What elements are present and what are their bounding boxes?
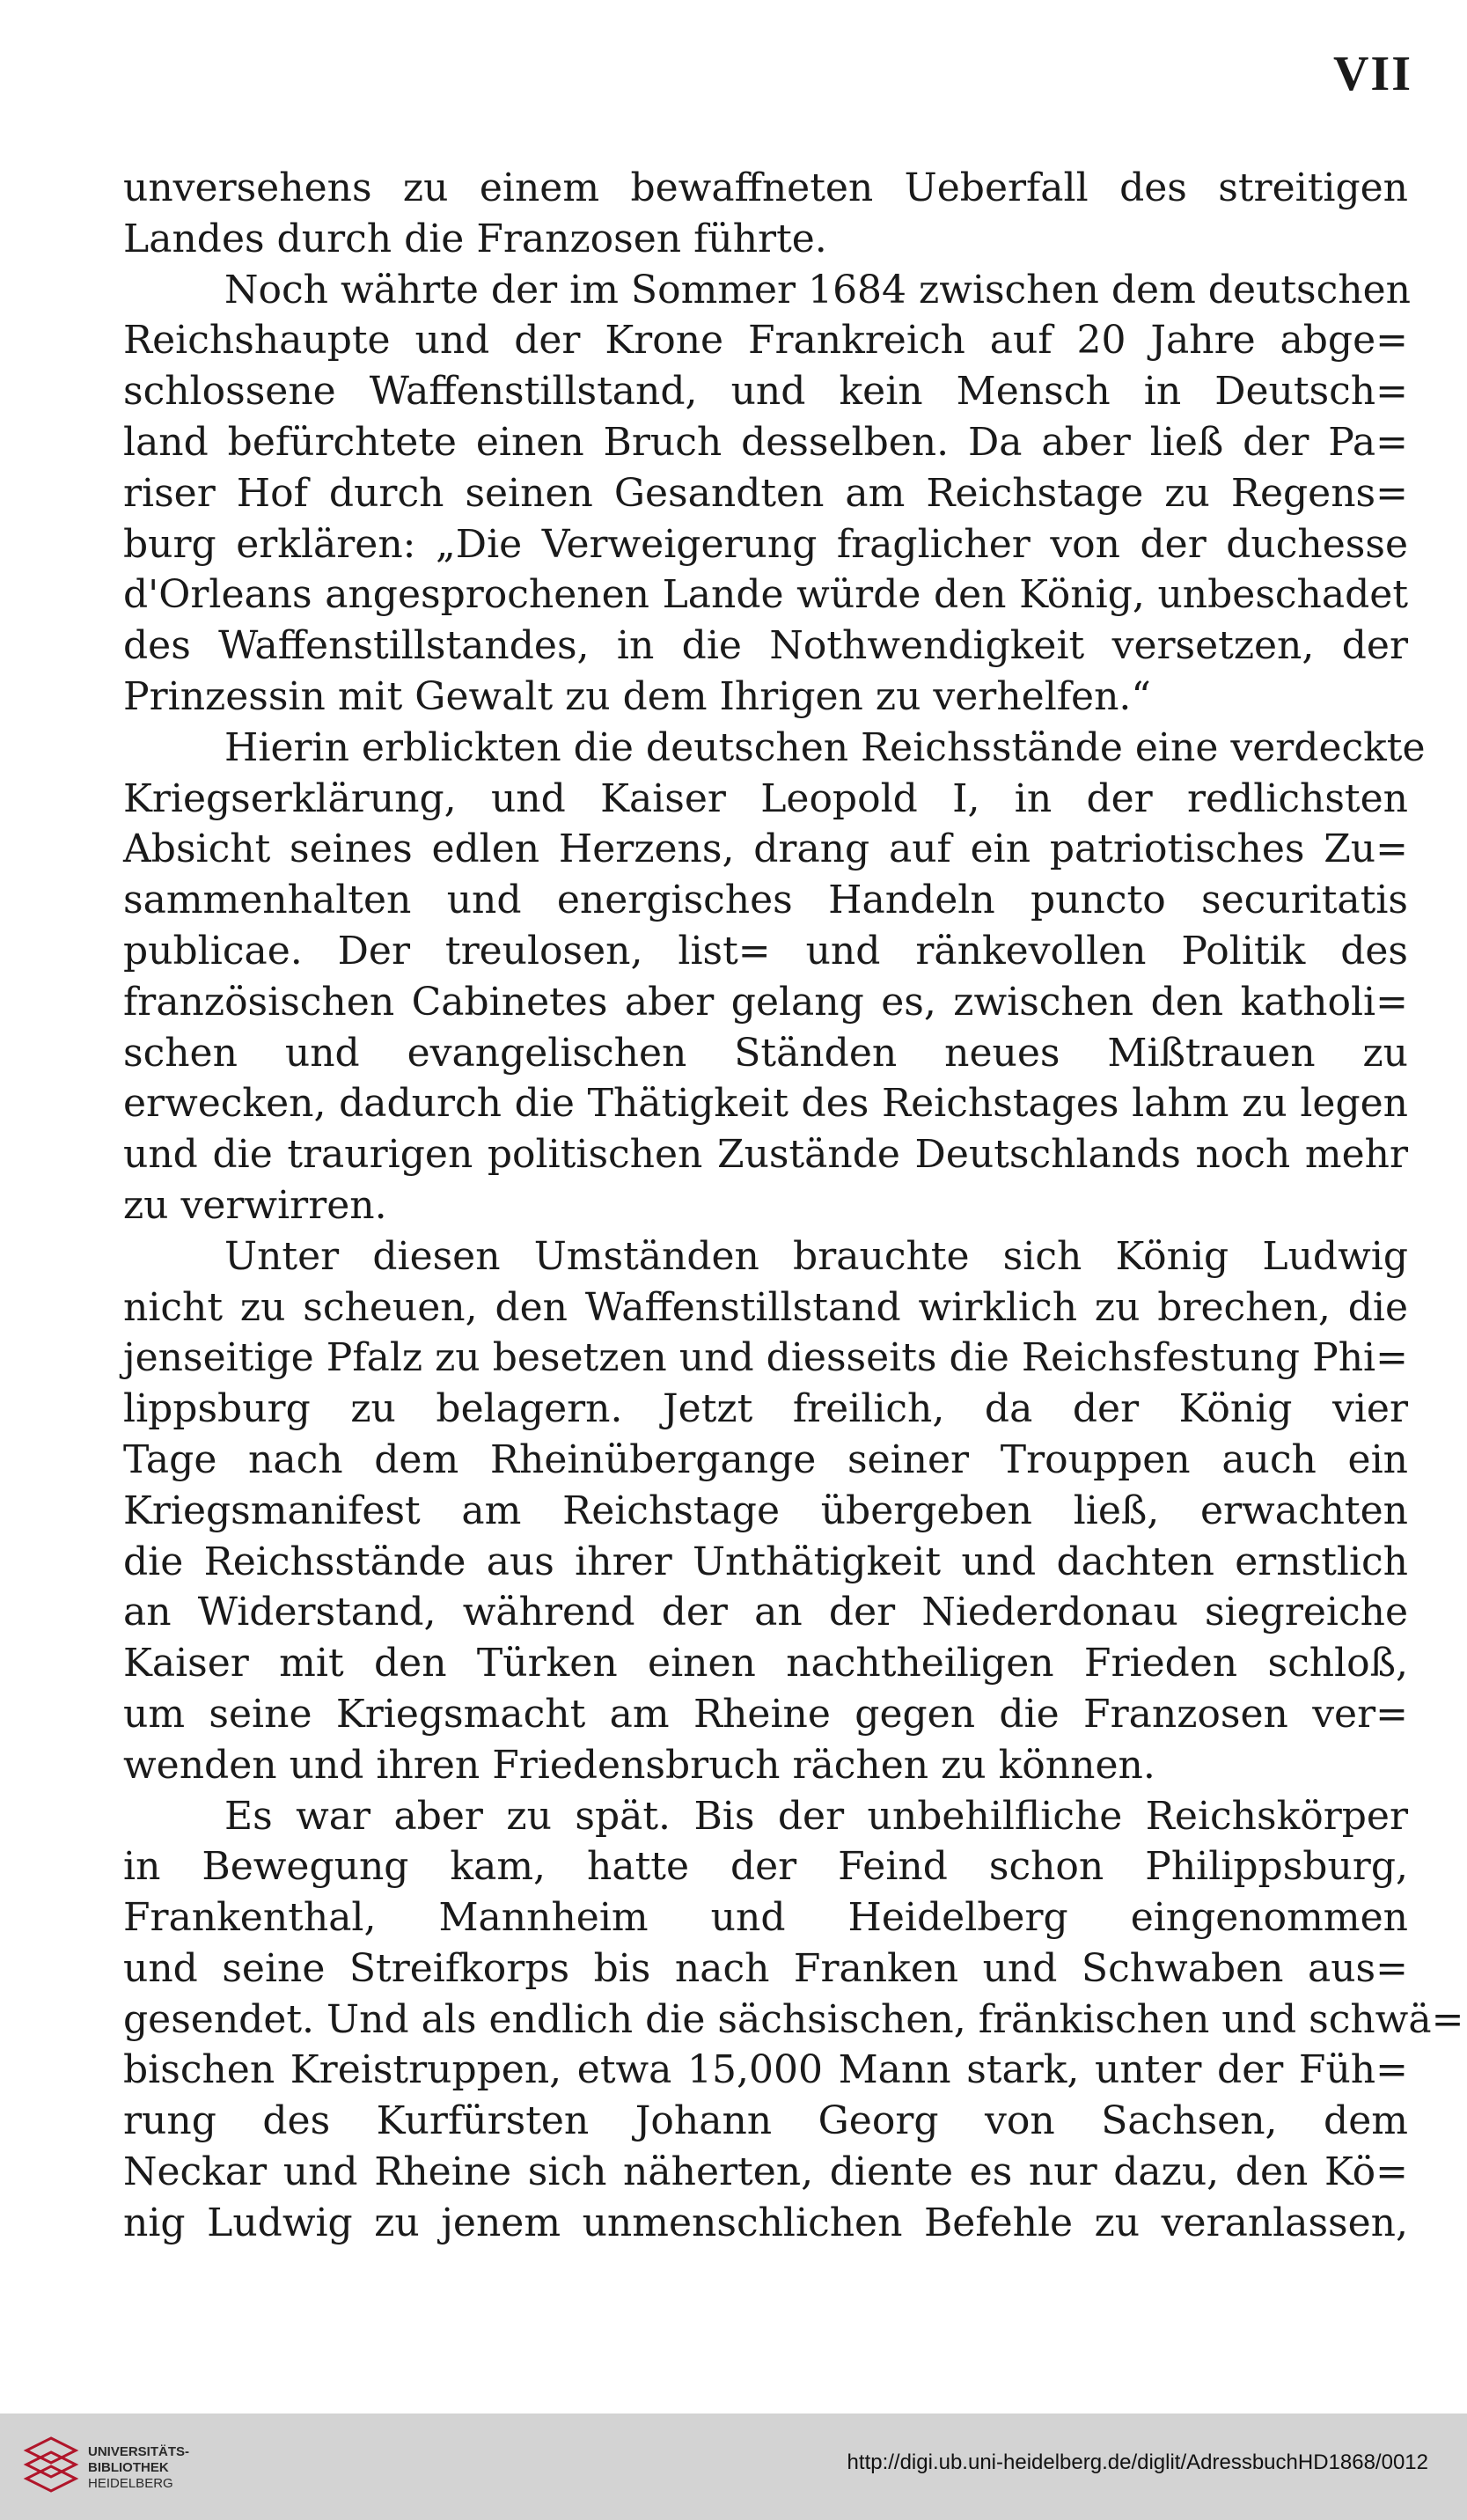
text-line: bischen Kreistruppen, etwa 15,000 Mann stark, unter der Füh= [123,2047,1408,2093]
text-line: Kriegsmanifest am Reichstage übergeben ließ, erwachten [123,1488,1408,1533]
text-line: um seine Kriegsmacht am Rheine gegen die Franzosen ver= [123,1691,1408,1737]
library-name-line: BIBLIOTHEK [88,2460,169,2475]
text-line: Noch währte der im Sommer 1684 zwischen dem deutschen [224,267,1411,312]
text-line: Tage nach dem Rheinübergange seiner Trouppen auch ein [123,1436,1408,1482]
footer-bar [0,2413,1467,2520]
text-line: land befürchtete einen Bruch desselben. Da aber ließ der Pa= [123,419,1408,465]
text-line: gesendet. Und als endlich die sächsischen, fränkischen und schwä= [123,1996,1464,2042]
text-line: Reichshaupte und der Krone Frankreich auf 20 Jahre abge= [123,318,1408,364]
text-line: Hierin erblickten die deutschen Reichsstände eine verdeckte [224,724,1426,770]
library-name-line: UNIVERSITÄTS- [88,2444,190,2459]
text-line: nig Ludwig zu jenem unmenschlichen Befehle zu veranlassen, [123,2200,1408,2245]
text-line: zu verwirren. [123,1182,387,1228]
text-line: Kriegserklärung, und Kaiser Leopold I, in der redlichsten [123,775,1408,821]
text-line: lippsburg zu belagern. Jetzt freilich, da der König vier [123,1386,1408,1432]
text-line: Frankenthal, Mannheim und Heidelberg eingenommen [123,1895,1408,1941]
text-line: und seine Streifkorps bis nach Franken und Schwaben aus= [123,1945,1408,1991]
library-name-line: HEIDELBERG [88,2476,173,2491]
text-line: Unter diesen Umständen brauchte sich König Ludwig [224,1233,1408,1279]
text-line: Absicht seines edlen Herzens, drang auf ein patriotisches Zu= [123,827,1408,872]
text-line: Neckar und Rheine sich näherten, diente es nur dazu, den Kö= [123,2149,1408,2195]
text-line: an Widerstand, während der an der Niederdonau siegreiche [123,1590,1408,1635]
text-line: in Bewegung kam, hatte der Feind schon Philippsburg, [123,1844,1408,1890]
university-seal-icon[interactable] [19,2433,83,2496]
text-line: riser Hof durch seinen Gesandten am Reichstage zu Regens= [123,470,1408,516]
text-line: wenden und ihren Friedensbruch rächen zu können. [123,1742,1155,1788]
text-line: französischen Cabinetes aber gelang es, zwischen den katholi= [123,979,1408,1025]
text-line: nicht zu scheuen, den Waffenstillstand wirklich zu brechen, die [123,1284,1408,1330]
text-line: burg erklären: „Die Verweigerung fraglicher von der duchesse [123,521,1408,567]
text-line: d'Orleans angesprochenen Lande würde den König, unbeschadet [123,572,1408,618]
page-number: VII [1332,47,1412,101]
text-line: jenseitige Pfalz zu besetzen und diesseits die Reichsfestung Phi= [123,1335,1408,1381]
text-line: Prinzessin mit Gewalt zu dem Ihrigen zu verhelfen.“ [123,673,1151,719]
text-line: und die traurigen politischen Zustände Deutschlands noch mehr [123,1132,1408,1178]
source-url-link[interactable]: http://digi.ub.uni-heidelberg.de/diglit/AdressbuchHD1868/0012 [847,2450,1428,2474]
text-line: schlossene Waffenstillstand, und kein Mensch in Deutsch= [123,369,1408,415]
text-line: die Reichsstände aus ihrer Unthätigkeit und dachten ernstlich [123,1539,1408,1584]
text-line: erwecken, dadurch die Thätigkeit des Reichstages lahm zu legen [123,1081,1408,1127]
library-name [88,2444,189,2492]
body-text [123,163,1464,2249]
text-line: des Waffenstillstandes, in die Nothwendigkeit versetzen, der [123,623,1408,669]
text-line: sammenhalten und energisches Handeln puncto securitatis [123,878,1408,923]
text-line: Landes durch die Franzosen führte. [123,216,827,261]
text-line: publicae. Der treulosen, list= und ränkevollen Politik des [123,928,1408,973]
text-line: schen und evangelischen Ständen neues Mißtrauen zu [123,1030,1408,1076]
text-line: unversehens zu einem bewaffneten Ueberfall des streitigen [123,165,1408,210]
text-line: rung des Kurfürsten Johann Georg von Sachsen, dem [123,2098,1408,2144]
text-line: Kaiser mit den Türken einen nachtheiligen Frieden schloß, [123,1641,1408,1686]
text-line: Es war aber zu spät. Bis der unbehilfliche Reichskörper [224,1793,1408,1839]
